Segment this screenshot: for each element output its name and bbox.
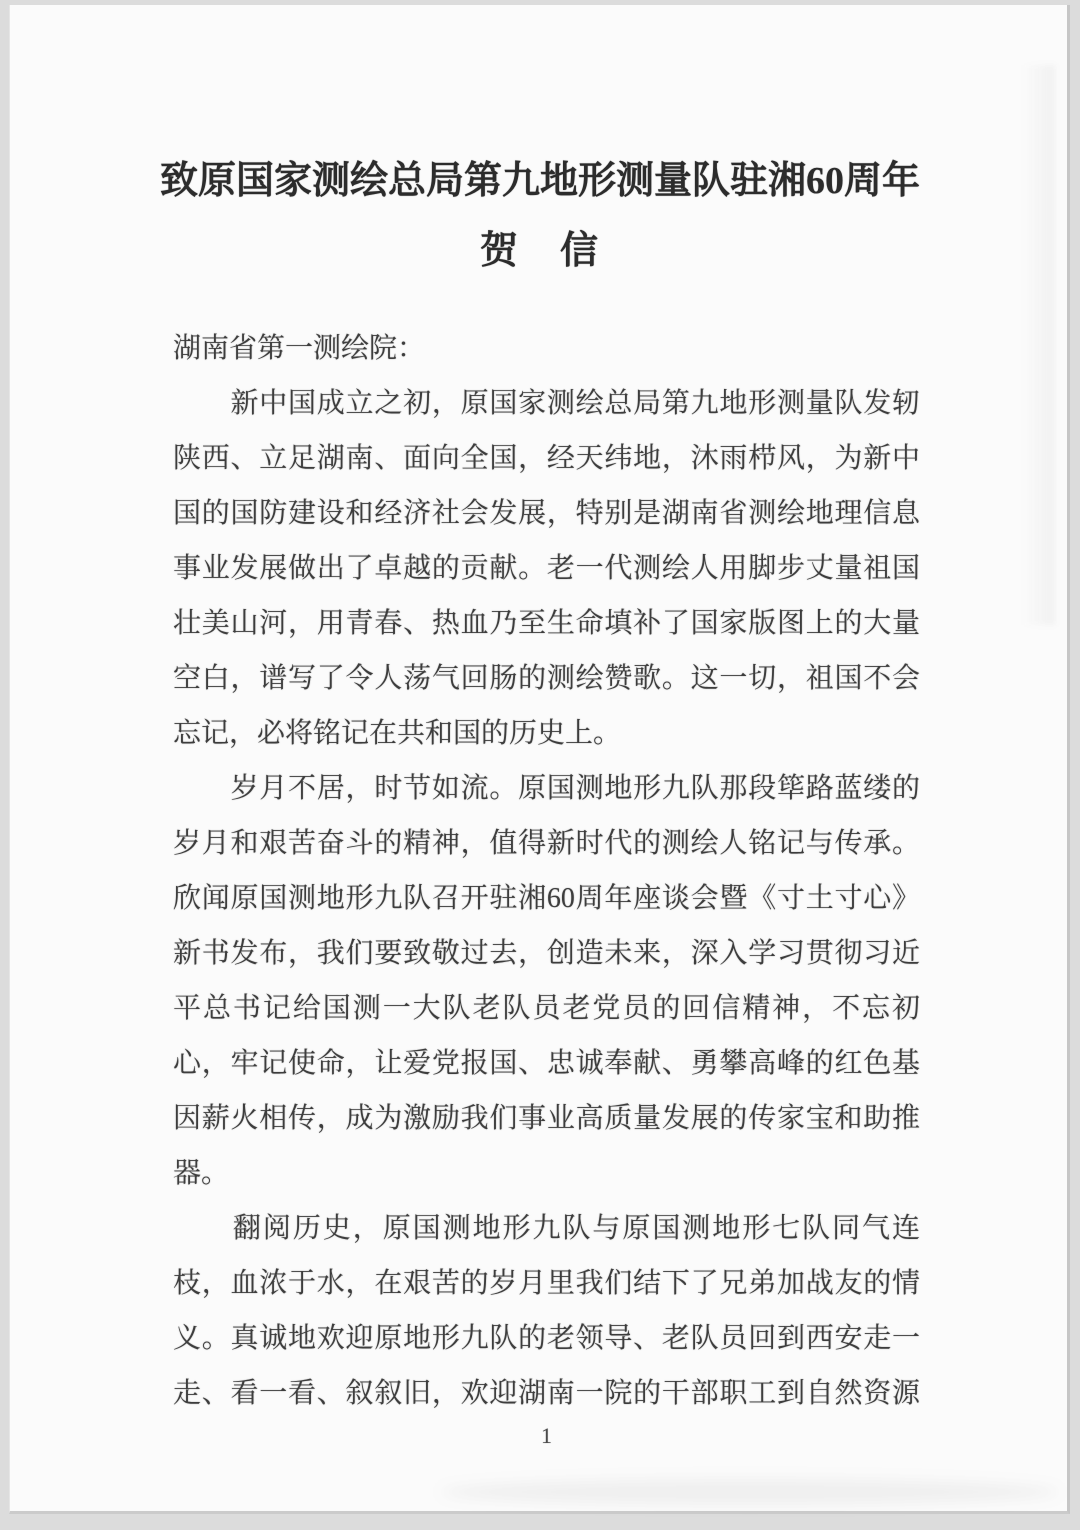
document-page (9, 5, 1070, 1514)
text-line: 枝，血浓于水，在艰苦的岁月里我们结下了兄弟加战友的情 (173, 1268, 920, 1299)
text-line: 器。 (173, 1158, 230, 1189)
scan-smudge (440, 1479, 1060, 1505)
text-line: 空白，谱写了令人荡气回肠的测绘赞歌。这一切，祖国不会 (173, 663, 920, 694)
text-line: 岁月和艰苦奋斗的精神，值得新时代的测绘人铭记与传承。 (173, 828, 920, 859)
text-line: 心，牢记使命，让爱党报国、忠诚奉献、勇攀高峰的红色基 (173, 1048, 920, 1079)
text-line: 湖南省第一测绘院： (173, 333, 426, 364)
letter-body (173, 321, 920, 1421)
paragraph-1 (173, 376, 920, 761)
text-line: 岁月不居，时节如流。原国测地形九队那段筚路蓝缕的 (173, 773, 920, 804)
text-line: 新中国成立之初，原国家测绘总局第九地形测量队发轫 (173, 388, 920, 419)
text-line: 走、看一看、叙叙旧，欢迎湖南一院的干部职工到自然资源 (173, 1378, 920, 1409)
document-title-line2: 贺 信 (479, 230, 600, 272)
text-line: 新书发布，我们要致敬过去，创造未来，深入学习贯彻习近 (173, 938, 920, 969)
text-line: 陕西、立足湖南、面向全国，经天纬地，沐雨栉风，为新中 (173, 443, 920, 474)
text-line: 事业发展做出了卓越的贡献。老一代测绘人用脚步丈量祖国 (173, 553, 920, 584)
document-title-line1: 致原国家测绘总局第九地形测量队驻湘60周年 (159, 160, 920, 202)
text-line: 义。真诚地欢迎原地形九队的老领导、老队员回到西安走一 (173, 1323, 920, 1354)
text-line: 因薪火相传，成为激励我们事业高质量发展的传家宝和助推 (173, 1103, 920, 1134)
salutation (173, 321, 920, 376)
text-line: 翻阅历史，原国测地形九队与原国测地形七队同气连 (173, 1213, 920, 1244)
paragraph-2 (173, 761, 920, 1201)
scan-smudge (1021, 65, 1055, 625)
text-line: 国的国防建设和经济社会发展，特别是湖南省测绘地理信息 (173, 498, 920, 529)
page-number: 1 (541, 1423, 552, 1448)
text-line: 欣闻原国测地形九队召开驻湘60周年座谈会暨《寸土寸心》 (173, 883, 920, 914)
paragraph-3 (173, 1201, 920, 1421)
text-line: 壮美山河，用青春、热血乃至生命填补了国家版图上的大量 (173, 608, 920, 639)
text-line: 平总书记给国测一大队老队员老党员的回信精神，不忘初 (173, 993, 920, 1024)
text-line: 忘记，必将铭记在共和国的历史上。 (173, 718, 622, 749)
